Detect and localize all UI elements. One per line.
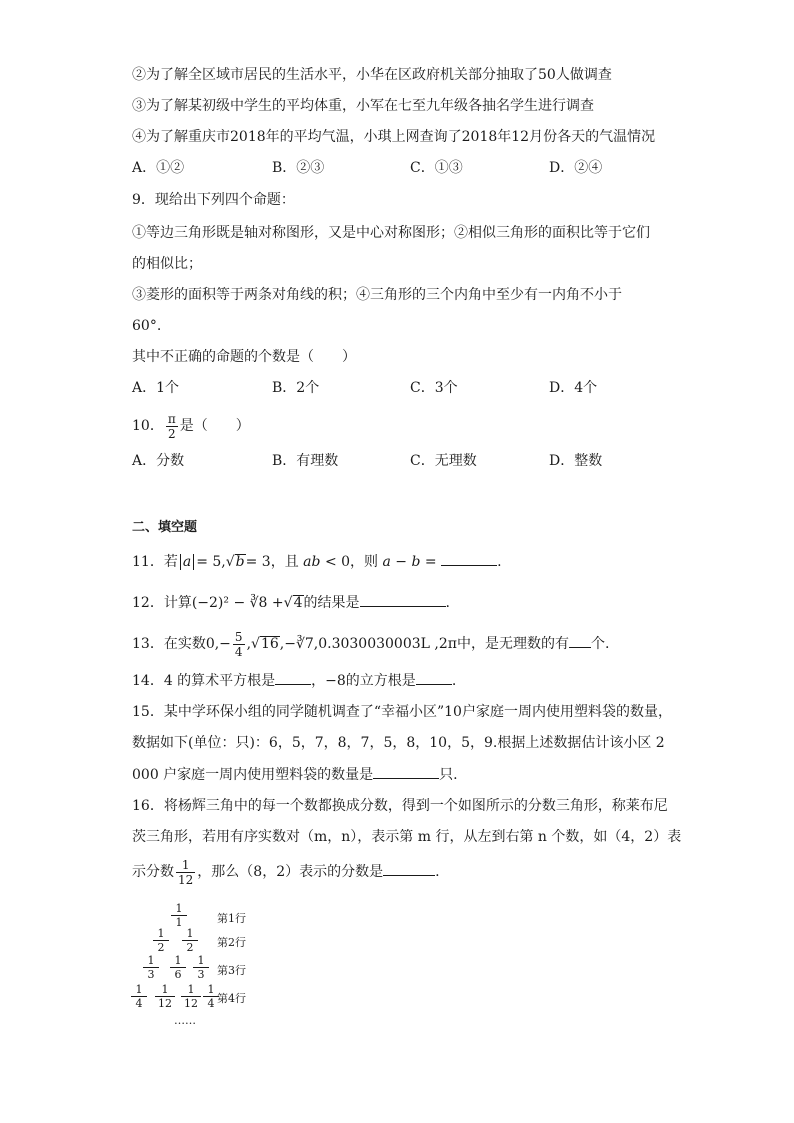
triangle-row3-frac1: $\frac{1}{3}$ — [143, 955, 159, 980]
triangle-row3-label: 第3行 — [217, 964, 246, 977]
triangle-row2-label: 第2行 — [217, 936, 246, 949]
q15-line-2: 数据如下(单位：只)：6，5，7，8，7，5，8，10，5，9.根据上述数据估计该小区 2 — [132, 735, 665, 751]
q8-option-a: A．①② — [132, 160, 185, 176]
triangle-row4-frac3: $\frac{1}{12}$ — [181, 984, 201, 1009]
triangle-row4-frac1: $\frac{1}{4}$ — [131, 984, 147, 1009]
q10-option-d: D．整数 — [549, 453, 603, 469]
q16-answer-blank[interactable] — [383, 861, 435, 876]
q11: 11．若 a = 5,√b= 3，且 ab < 0，则 a − b = . — [132, 551, 502, 572]
q8-item-4: ④为了解重庆市2018年的平均气温，小琪上网查询了2018年12月份各天的气温情况 — [132, 129, 656, 145]
q14-answer-blank-1[interactable] — [275, 670, 311, 685]
triangle-row2-frac2: $\frac{1}{2}$ — [182, 928, 198, 953]
q10-option-a: A．分数 — [132, 453, 185, 469]
q13: 13．在实数0,− $\frac{5}{4}$ ,√16,−∛7,0.3030030003L ,2π中，是无理数的有 个. — [132, 629, 610, 659]
section-title-fill-in: 二、填空题 — [132, 520, 198, 535]
triangle-row1-label: 第1行 — [217, 912, 246, 925]
q14-answer-blank-2[interactable] — [416, 670, 452, 685]
q10-option-b: B．有理数 — [272, 453, 339, 469]
q9-option-c: C．3个 — [410, 380, 458, 396]
q10-option-c: C．无理数 — [410, 453, 477, 469]
q8-option-c: C．①③ — [410, 160, 463, 176]
triangle-row4-frac2: $\frac{1}{12}$ — [155, 984, 175, 1009]
q8-item-3: ③为了解某初级中学生的平均体重，小军在七至九年级各抽名学生进行调查 — [132, 98, 594, 114]
triangle-ellipsis: …… — [174, 1014, 196, 1027]
q16-line-1: 16．将杨辉三角中的每一个数都换成分数，得到一个如图所示的分数三角形，称莱布尼 — [132, 798, 668, 814]
q9-line-4: 60°. — [132, 318, 162, 334]
q10-number: 10． — [132, 418, 164, 434]
triangle-row1-frac1: $\frac{1}{1}$ — [171, 903, 187, 928]
q8-options — [132, 158, 692, 178]
q15-line-1: 15．某中学环保小组的同学随机调查了“幸福小区”10户家庭一周内使用塑料袋的数量， — [132, 704, 672, 720]
q13-answer-blank[interactable] — [569, 633, 591, 648]
q15-line-3: 000 户家庭一周内使用塑料袋的数量是 只. — [132, 764, 458, 785]
q8-option-b: B．②③ — [272, 160, 325, 176]
q10-options — [132, 451, 692, 471]
q9-line-2: 的相似比； — [132, 256, 202, 272]
triangle-row3-frac3: $\frac{1}{3}$ — [193, 955, 209, 980]
q9-question: 其中不正确的命题的个数是（ ） — [132, 349, 356, 365]
q14: 14．4 的算术平方根是 ，−8的立方根是 . — [132, 670, 456, 691]
q10-fraction: $\frac{\pi}{2}$ — [167, 411, 176, 441]
q9-option-b: B．2个 — [272, 380, 320, 396]
q12: 12．计算(−2)² − ∛8 +√4的结果是 . — [132, 592, 450, 613]
q9-stem: 9．现给出下列四个命题： — [132, 192, 295, 208]
q9-options — [132, 378, 692, 398]
q12-answer-blank[interactable] — [360, 592, 446, 607]
triangle-row4-label: 第4行 — [217, 992, 246, 1005]
q9-line-3: ③菱形的面积等于两条对角线的积；④三角形的三个内角中至少有一内角不小于 — [132, 287, 622, 303]
q16-line-3: 示分数 $\frac{1}{12}$ ，那么（8，2）表示的分数是 . — [132, 857, 440, 887]
q8-item-2: ②为了解全区域市居民的生活水平，小华在区政府机关部分抽取了50人做调查 — [132, 67, 612, 83]
q9-option-d: D．4个 — [549, 380, 598, 396]
q8-option-d: D．②④ — [549, 160, 603, 176]
triangle-row2-frac1: $\frac{1}{2}$ — [153, 928, 169, 953]
q9-option-a: A．1个 — [132, 380, 180, 396]
q16-line-2: 茨三角形，若用有序实数对（m，n），表示第 m 行，从左到右第 n 个数，如（4，2）表 — [132, 829, 682, 845]
q10-suffix: 是（ ） — [179, 418, 250, 434]
triangle-row3-frac2: $\frac{1}{6}$ — [170, 955, 186, 980]
q11-answer-blank[interactable] — [441, 551, 497, 566]
q9-line-1: ①等边三角形既是轴对称图形，又是中心对称图形；②相似三角形的面积比等于它们 — [132, 225, 650, 241]
q15-answer-blank[interactable] — [373, 764, 439, 779]
q10-stem — [132, 410, 250, 442]
triangle-row4-frac4: $\frac{1}{4}$ — [203, 984, 219, 1009]
